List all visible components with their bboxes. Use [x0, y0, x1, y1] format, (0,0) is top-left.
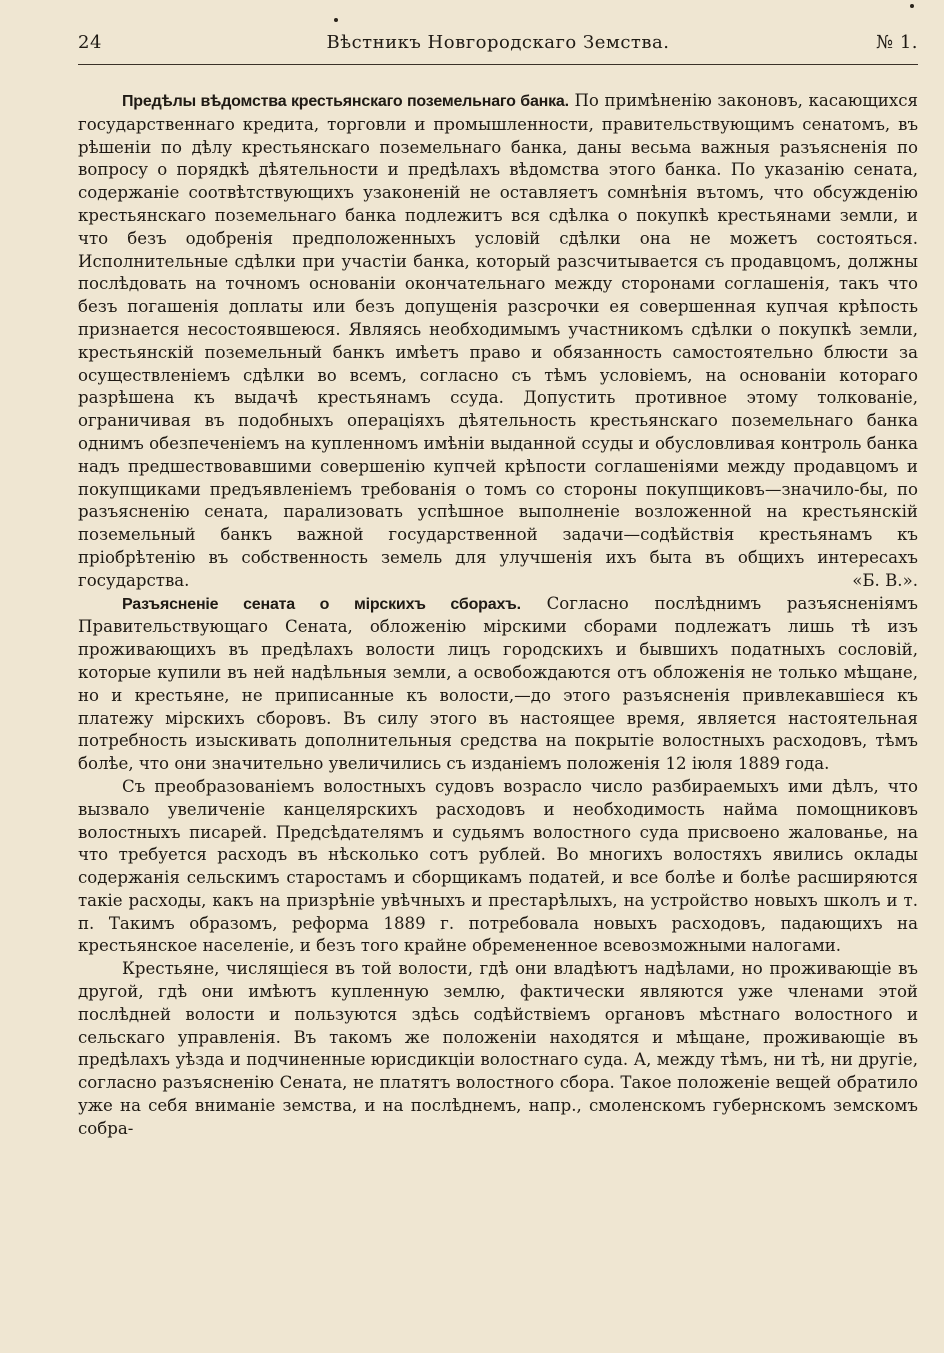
- article1-paragraph: [78, 90, 918, 593]
- article2-paragraph-3: Крестьяне, числящіеся въ той волости, гдѣ они владѣютъ надѣлами, но проживающіе въ другой, гдѣ они имѣютъ купленную землю, фактически являются уже членами этой послѣдней волости и пользуются здѣсь содѣйствіемъ органовъ мѣстнаго волостного и сельскаго управленія. Въ такомъ же положеніи находятся и мѣщане, проживающіе въ предѣлахъ уѣзда и подчиненные юрисдикціи волостнаго суда. А, между тѣмъ, ни тѣ, ни другіе, согласно разъясненію Сената, не платятъ волостного сбора. Такое положеніе вещей обратило уже на себя вниманіе земства, и на послѣднемъ, напр., смоленскомъ губернскомъ земскомъ собра-: [78, 959, 918, 1138]
- print-speck: [910, 4, 914, 8]
- article1-heading: Предѣлы вѣдомства крестьянскаго поземельнаго банка.: [122, 93, 569, 110]
- article1-signature: «Б. В.».: [852, 570, 918, 590]
- article2-body-1: Согласно послѣднимъ разъясненіямъ Правительствующаго Сената, обложенію мірскими сборами подлежатъ лишь тѣ изъ проживающихъ въ предѣлахъ волости лицъ городскихъ и бывшихъ податныхъ сословій, которые купили въ ней надѣльныя земли, а освобождаются отъ обложенія не только мѣщане, но и крестьяне, не приписанные къ волости,—до этого разъясненія привлекавшіеся къ платежу мірскихъ сборовъ. Въ силу этого въ настоящее время, является настоятельная потребность изыскивать дополнительныя средства на покрытіе волостныхъ расходовъ, тѣмъ болѣе, что они значительно увеличились съ изданіемъ положенія 12 іюля 1889 года.: [78, 593, 918, 774]
- issue-number: № 1.: [876, 32, 918, 53]
- article-text: [78, 90, 918, 1141]
- journal-title: Вѣстникъ Новгородскаго Земства.: [326, 32, 670, 53]
- page-number: 24: [78, 32, 102, 53]
- article1-body: По примѣненію законовъ, касающихся государственнаго кредита, торговли и промышленности, правительствующимъ сенатомъ, въ рѣшеніи по дѣлу крестьянскаго поземельнаго банка, даны весьма важныя разъясненія по вопросу о порядкѣ дѣятельности и предѣлахъ вѣдомства этого банка. По указанію сената, содержаніе соотвѣтствующихъ узаконеній не оставляетъ сомнѣнія вътомъ, что обсужденію крестьянскаго поземельнаго банка подлежитъ вся сдѣлка о покупкѣ крестьянами земли, и что безъ одобренія предположенныхъ условій сдѣлки она не можетъ состояться. Исполнительные сдѣлки при участіи банка, который разсчитывается съ продавцомъ, должны послѣдовать на точномъ основаніи окончательнаго между сторонами соглашенія, такъ что безъ погашенія доплаты или безъ допущенія разсрочки ея совершенная купчая крѣпость признается несостоявшеюся. Являясь необходимымъ участникомъ сдѣлки о покупкѣ земли, крестьянскій поземельный банкъ имѣетъ право и обязанность самостоятельно блюсти за осуществленіемъ сдѣлки во всемъ, согласно съ тѣмъ условіемъ, на основаніи котораго разрѣшена къ выдачѣ крестьянамъ ссуда. Допустить противное этому толкованіе, ограничивая въ подобныхъ операціяхъ дѣятельность крестьянскаго поземельнаго банка однимъ обезпеченіемъ на купленномъ имѣніи выданной ссуды и обусловливая контроль банка надъ предшествовавшими совершенію купчей крѣпости соглашеніями между продавцомъ и покупщиками предъявленіемъ требованія о томъ со стороны покупщиковъ—значило-бы, по разъясненію сената, парализовать успѣшное выполненіе возложенной на крестьянскій поземельный банкъ важной государственной задачи—содѣйствія крестьянамъ къ пріобрѣтенію въ собственность земель для улучшенія ихъ быта въ общихъ интересахъ государства.: [78, 91, 918, 590]
- article2-paragraph-2: Съ преобразованіемъ волостныхъ судовъ возрасло число разбираемыхъ ими дѣлъ, что вызвало увеличеніе канцелярскихъ расходовъ и необходимость найма помощниковъ волостныхъ писарей. Предсѣдателямъ и судьямъ волостного суда присвоено жалованье, на что требуется расходъ въ нѣсколько сотъ рублей. Во многихъ волостяхъ явились оклады содержанія сельскимъ старостамъ и сборщикамъ податей, и все болѣе и болѣе расширяются такіе расходы, какъ на призрѣніе увѣчныхъ и престарѣлыхъ, на устройство новыхъ школъ и т. п. Такимъ образомъ, реформа 1889 г. потребовала новыхъ расходовъ, падающихъ на крестьянское населеніе, и безъ того крайне обремененное всевозможными налогами.: [78, 776, 918, 956]
- article2-heading: Разъясненіе сената о мірскихъ сборахъ.: [122, 595, 521, 613]
- header-rule: [78, 64, 918, 65]
- print-speck: [334, 18, 338, 22]
- article2-paragraph-1: [78, 593, 918, 776]
- page-header: [78, 32, 918, 64]
